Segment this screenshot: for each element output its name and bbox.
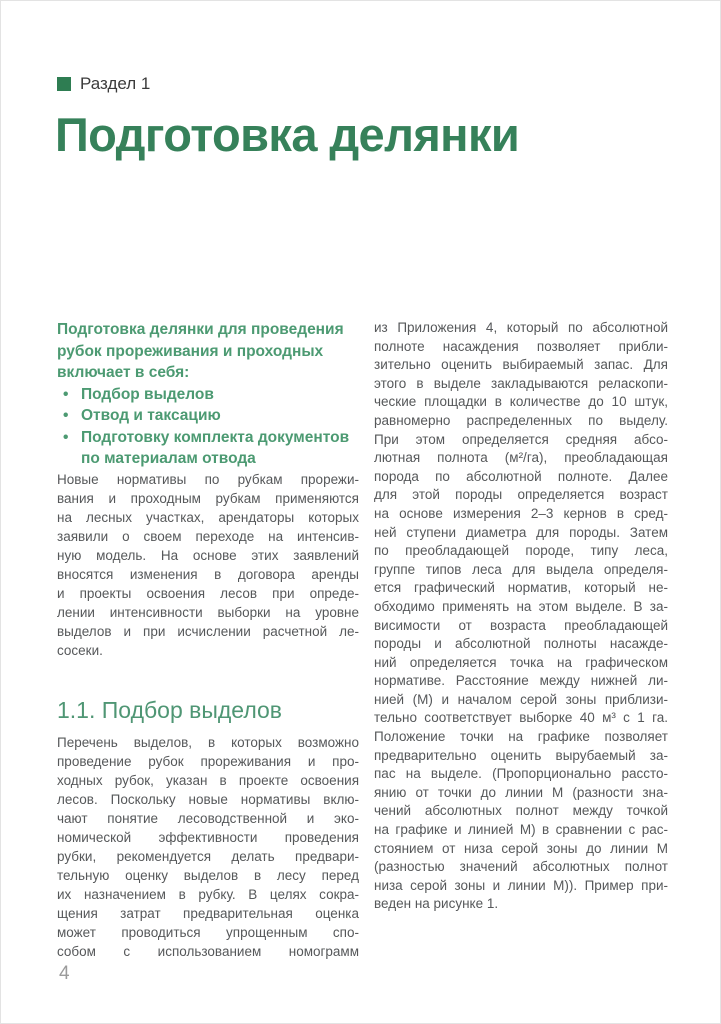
left-column — [57, 319, 359, 961]
text-line: на основе измерения 2–3 кернов в сред- — [374, 505, 668, 521]
list-item-label: Подбор выделов — [81, 385, 214, 403]
text-line: на лесных участках, арендаторы которых — [57, 509, 359, 525]
text-line: собом с использованием номограмм — [57, 943, 359, 959]
text-line: висимости от возраста преобладающей — [374, 617, 668, 633]
text-line: сосеки. — [57, 642, 103, 658]
bullet-icon: • — [63, 385, 69, 403]
text-line: предварительно оценить вырубаемый за- — [374, 747, 668, 763]
text-line: рубок прореживания и проходных — [57, 342, 324, 360]
text-line: ней ступени диаметра для породы. Затем — [374, 524, 668, 540]
text-line: щения затрат предварительная оценка — [57, 905, 359, 921]
right-column — [374, 319, 668, 914]
text-line: веден на рисунке 1. — [374, 896, 499, 912]
section-heading-1-1: 1.1. Подбор выделов — [57, 696, 283, 723]
text-line: ную модель. На основе этих заявлений — [57, 547, 359, 563]
paragraph-2 — [57, 733, 359, 961]
intro-paragraph — [57, 319, 359, 384]
text-line: янию от точки до линии М (разности зна- — [374, 784, 668, 800]
text-line: проведение рубок прореживания и про- — [57, 753, 359, 769]
text-line: заявили о своем переходе на интенсив- — [57, 528, 359, 544]
text-line: выделов и при исчислении расчетной ле- — [57, 623, 359, 639]
text-line: из Приложения 4, который по абсолютной — [374, 320, 668, 335]
text-line: низа серой зоны и линии М)). Пример при- — [374, 877, 668, 893]
text-line: зительно оценить выбираемый запас. Для — [374, 357, 668, 373]
text-line: включает в себя: — [57, 364, 190, 381]
text-line: лютная полнота (м²/га), преобладающая — [374, 450, 668, 466]
list-item — [57, 427, 359, 470]
text-line: рубки, рекомендуется делать предвари- — [57, 848, 359, 864]
text-line: равномерно распределенных по выделу. — [374, 412, 668, 428]
text-line: вносятся изменения в договора аренды — [57, 566, 359, 582]
list-item — [57, 384, 359, 406]
paragraph-1 — [57, 470, 359, 660]
section-marker — [57, 74, 150, 94]
paragraph-3 — [374, 319, 668, 914]
text-line: Положение точки на графике позволяет — [374, 729, 668, 745]
page-number: 4 — [59, 963, 70, 984]
text-line: При этом определяется средняя абсо- — [374, 431, 668, 447]
text-line: вания и проходным рубкам применяются — [57, 490, 359, 506]
page-title: Подготовка делянки — [55, 108, 520, 161]
list-item — [57, 405, 359, 427]
bullet-icon: • — [63, 407, 69, 424]
text-line: (разностью значений абсолютных полнот — [374, 859, 668, 875]
text-line: чений абсолютных полнот между точкой — [374, 803, 668, 819]
text-line: Новые нормативы по рубкам прорежи- — [57, 471, 359, 487]
text-line: их назначением в рубку. В целях сокра- — [57, 886, 359, 902]
text-line: стоянием от низа серой зоны до линии М — [374, 840, 668, 856]
text-line: нормативе. Расстояние между нижней ли- — [374, 673, 668, 689]
text-line: может проводиться упрощенным спо- — [57, 924, 359, 940]
bullet-icon: • — [63, 428, 69, 446]
text-line: пас на выделе. (Пропорционально рассто- — [374, 766, 668, 782]
list-item-label: Подготовку комплекта документов по материалам отвода — [81, 428, 350, 467]
text-line: Подготовка делянки для проведения — [57, 321, 344, 338]
text-line: тельно соответствует выборке 40 м³ с 1 га. — [374, 710, 668, 726]
text-line: ний определяется точка на графическом — [374, 654, 668, 670]
text-line: тельную оценку выделов в лесу перед — [57, 867, 359, 883]
section-square-icon — [57, 77, 71, 91]
text-line: ходных рубок, указан в проекте освоения — [57, 772, 359, 788]
text-line: Перечень выделов, в которых возможно — [57, 734, 359, 750]
text-line: на графике и линией М) в сравнении с рас- — [374, 822, 668, 838]
list-item-label: Отвод и таксацию — [81, 407, 221, 424]
text-line: полноте насаждения позволяет прибли- — [374, 338, 668, 354]
text-line: обходимо применять на этом выделе. В за- — [374, 598, 668, 614]
bullet-list — [57, 384, 359, 470]
text-line: ется графический норматив, который не- — [374, 580, 668, 596]
text-line: и проекты освоения лесов при опреде- — [57, 585, 359, 601]
text-line: породы и абсолютной полноты насажде- — [374, 636, 668, 652]
text-line: ческие площадки в количестве до 10 штук, — [374, 394, 668, 410]
text-line: этого в выделе закладываются реласкопи- — [374, 375, 668, 391]
text-line: порода по абсолютной полноте. Далее — [374, 468, 668, 484]
text-line: лении интенсивности выборки на уровне — [57, 604, 359, 620]
text-line: группе типов леса для выдела определя- — [374, 561, 668, 577]
text-line: лесов. Поскольку новые нормативы вклю- — [57, 791, 359, 807]
text-line: чают понятие лесоводственной и эко- — [57, 810, 359, 826]
section-label: Раздел 1 — [80, 74, 151, 93]
text-line: по преобладающей породе, типу леса, — [374, 543, 668, 559]
text-line: для этой породы определяется возраст — [374, 487, 668, 503]
text-line: номической эффективности проведения — [57, 829, 359, 845]
text-line: нией (М) и началом серой зоны приблизи- — [374, 691, 668, 707]
